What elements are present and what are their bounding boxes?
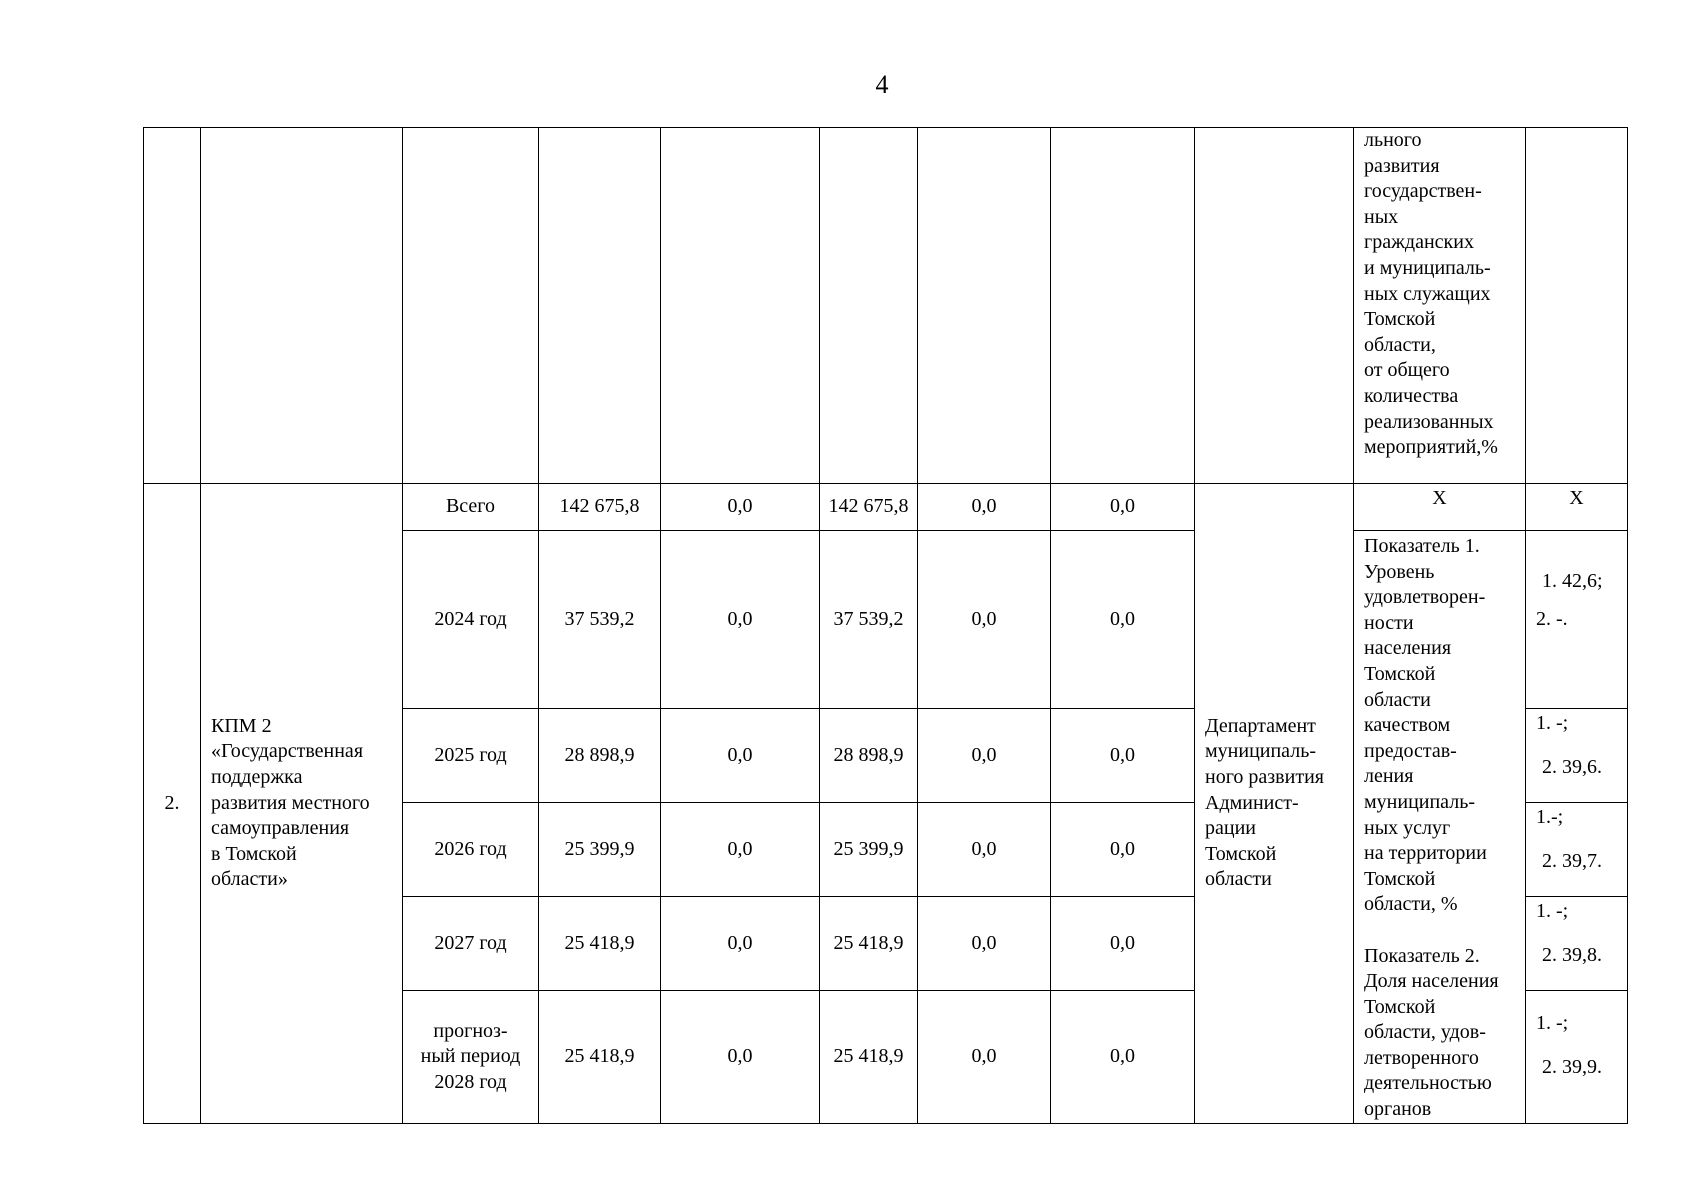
indicator-value-2: 2. 39,6. bbox=[1542, 755, 1602, 778]
indicator-value-1: 1.-; bbox=[1536, 806, 1564, 829]
federal-cell: 0,0 bbox=[661, 531, 820, 709]
indicator-x-cell: X bbox=[1354, 484, 1526, 531]
table-row-continuation bbox=[144, 128, 1628, 484]
empty-cell bbox=[661, 128, 820, 484]
local-cell: 0,0 bbox=[918, 897, 1051, 991]
indicator-value-1: 1. -; bbox=[1536, 711, 1569, 734]
indicator-continuation-text: льного развития государствен- ных гражданских и муниципаль- ных служащих Томской области, от общего количества реализованных мероприятий,% bbox=[1364, 129, 1498, 459]
period-cell: 2024 год bbox=[403, 531, 539, 709]
regional-cell: 142 675,8 bbox=[820, 484, 918, 531]
regional-cell: 25 399,9 bbox=[820, 803, 918, 897]
regional-cell: 25 418,9 bbox=[820, 897, 918, 991]
empty-cell bbox=[1051, 128, 1195, 484]
section-name-cell bbox=[201, 484, 403, 1124]
federal-cell: 0,0 bbox=[661, 484, 820, 531]
indicator-values-cell bbox=[1526, 991, 1628, 1124]
indicator-values-cell bbox=[1526, 803, 1628, 897]
regional-cell: 37 539,2 bbox=[820, 531, 918, 709]
empty-cell bbox=[1526, 128, 1628, 484]
empty-cell bbox=[820, 128, 918, 484]
regional-cell: 25 418,9 bbox=[820, 991, 918, 1124]
empty-cell bbox=[539, 128, 661, 484]
empty-cell bbox=[144, 128, 201, 484]
value-x-cell: X bbox=[1526, 484, 1628, 531]
total-cell: 25 418,9 bbox=[539, 897, 661, 991]
indicator-continuation-cell bbox=[1354, 128, 1526, 484]
indicator-value-2: 2. 39,9. bbox=[1542, 1055, 1602, 1078]
extrabudget-cell: 0,0 bbox=[1051, 531, 1195, 709]
period-cell: Всего bbox=[403, 484, 539, 531]
table-row bbox=[144, 484, 1628, 531]
empty-cell bbox=[403, 128, 539, 484]
regional-cell: 28 898,9 bbox=[820, 708, 918, 802]
local-cell: 0,0 bbox=[918, 484, 1051, 531]
local-cell: 0,0 bbox=[918, 531, 1051, 709]
indicator-value-1: 1. -; bbox=[1536, 1012, 1569, 1035]
section-name: КПМ 2 «Государственная поддержка развития местного самоуправления в Томской области» bbox=[211, 714, 370, 891]
page-number: 4 bbox=[875, 70, 889, 99]
federal-cell: 0,0 bbox=[661, 708, 820, 802]
indicator-value-1: 1. 42,6; bbox=[1542, 570, 1603, 592]
total-cell: 25 399,9 bbox=[539, 803, 661, 897]
indicator-values-cell bbox=[1526, 897, 1628, 991]
executor-text: Департамент муниципаль- ного развития Админист- рации Томской области bbox=[1205, 714, 1324, 891]
extrabudget-cell: 0,0 bbox=[1051, 803, 1195, 897]
empty-cell bbox=[1195, 128, 1354, 484]
program-table bbox=[143, 127, 1628, 1124]
period-forecast-text: прогноз- ный период 2028 год bbox=[420, 1019, 521, 1093]
section-number: 2. bbox=[144, 484, 201, 1124]
total-cell: 142 675,8 bbox=[539, 484, 661, 531]
federal-cell: 0,0 bbox=[661, 803, 820, 897]
indicator-value-2: 2. 39,7. bbox=[1542, 849, 1602, 872]
indicator-values-cell bbox=[1526, 531, 1628, 709]
indicator-value-1: 1. -; bbox=[1536, 900, 1569, 923]
local-cell: 0,0 bbox=[918, 708, 1051, 802]
executor-cell bbox=[1195, 484, 1354, 1124]
period-cell bbox=[403, 991, 539, 1124]
federal-cell: 0,0 bbox=[661, 991, 820, 1124]
local-cell: 0,0 bbox=[918, 803, 1051, 897]
total-cell: 28 898,9 bbox=[539, 708, 661, 802]
extrabudget-cell: 0,0 bbox=[1051, 708, 1195, 802]
empty-cell bbox=[201, 128, 403, 484]
total-cell: 25 418,9 bbox=[539, 991, 661, 1124]
extrabudget-cell: 0,0 bbox=[1051, 897, 1195, 991]
indicators-cell bbox=[1354, 531, 1526, 1124]
indicator-value-2: 2. 39,8. bbox=[1542, 943, 1602, 966]
period-cell: 2026 год bbox=[403, 803, 539, 897]
local-cell: 0,0 bbox=[918, 991, 1051, 1124]
period-cell: 2025 год bbox=[403, 708, 539, 802]
total-cell: 37 539,2 bbox=[539, 531, 661, 709]
indicator-value-2: 2. -. bbox=[1536, 607, 1568, 630]
empty-cell bbox=[918, 128, 1051, 484]
indicator-values-cell bbox=[1526, 708, 1628, 802]
period-cell: 2027 год bbox=[403, 897, 539, 991]
indicators-text: Показатель 1. Уровень удовлетворен- ности населения Томской области качеством предостав- ления муниципаль- ных услуг на территории Томской области, % Показатель 2. Доля населения Томской области, удов- летворенного деятельностью органов bbox=[1364, 535, 1499, 1121]
extrabudget-cell: 0,0 bbox=[1051, 484, 1195, 531]
extrabudget-cell: 0,0 bbox=[1051, 991, 1195, 1124]
federal-cell: 0,0 bbox=[661, 897, 820, 991]
